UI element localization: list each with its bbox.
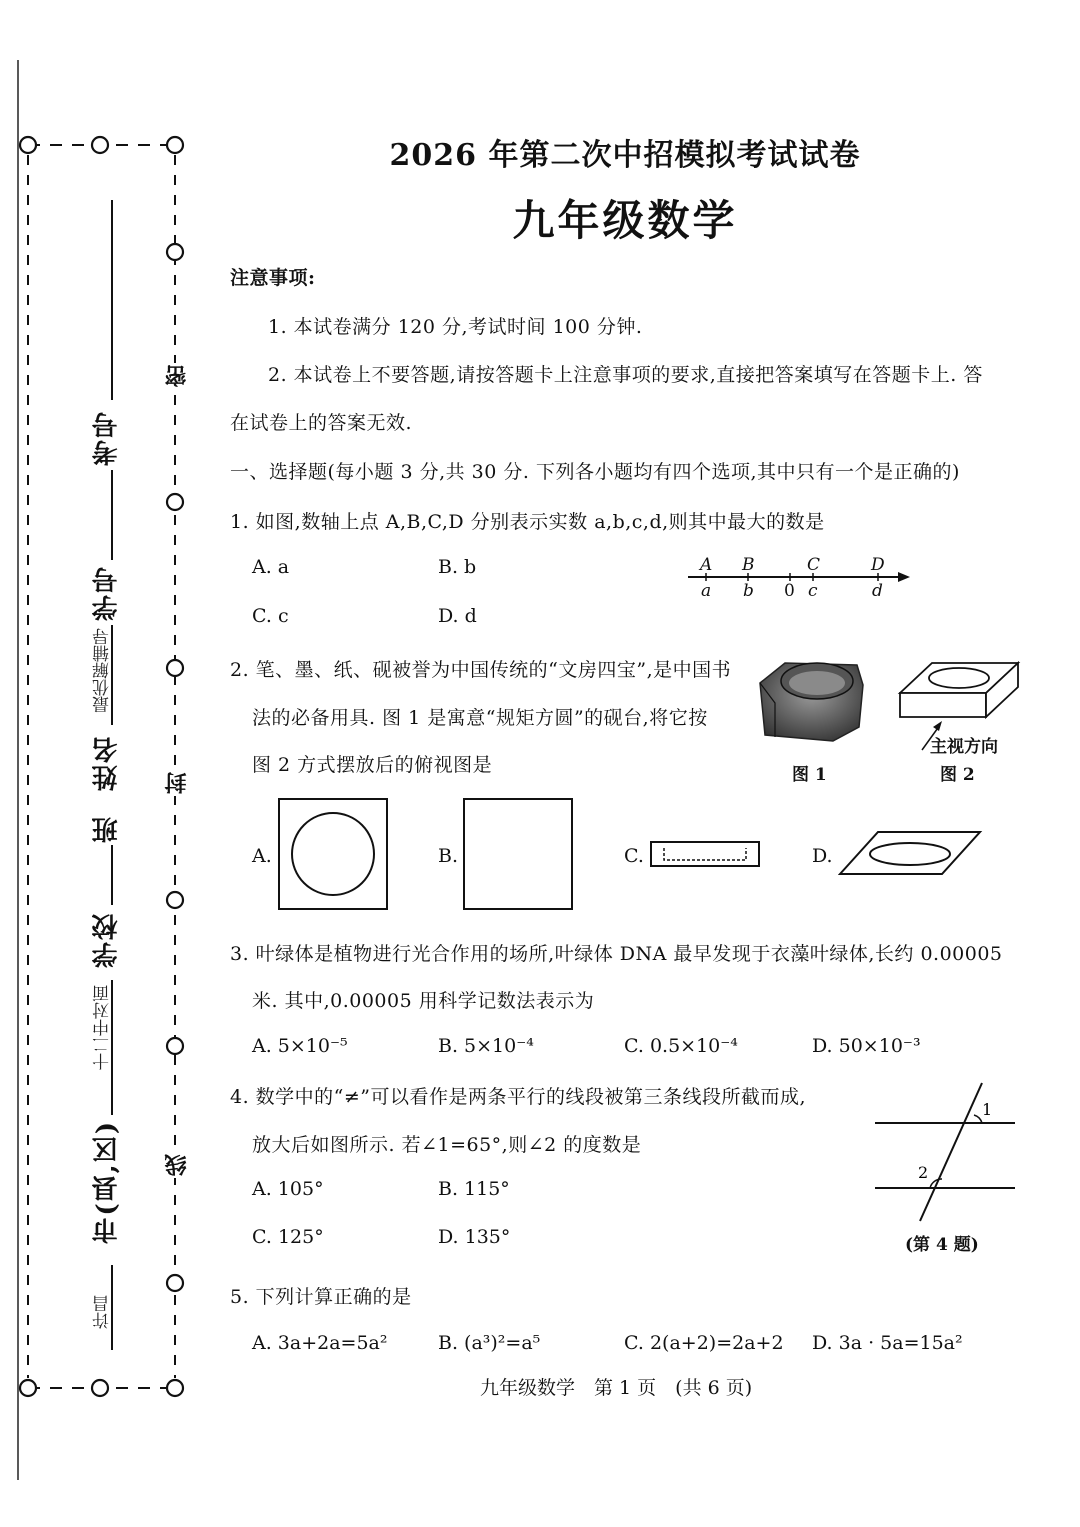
q2-option-b-figure <box>463 798 575 912</box>
q2-stem-1: 2. 笔、墨、纸、砚被誉为中国传统的“文房四宝”,是中国书 <box>230 659 732 681</box>
q2-figure-1-inkstone <box>755 655 870 745</box>
axis-label-zero: 0 <box>784 581 795 600</box>
cut-mark-feng: 封 <box>161 770 192 796</box>
q4-option-d: D. 135° <box>438 1226 511 1248</box>
q3-option-a: A. 5×10⁻⁵ <box>252 1035 348 1057</box>
q5-option-c: C. 2(a+2)=2a+2 <box>624 1332 784 1354</box>
exam-subject: 九年级数学 <box>512 196 738 245</box>
q1-option-a: A. a <box>252 556 290 578</box>
q2-option-b: B. <box>438 845 459 867</box>
q1-option-b: B. b <box>438 556 477 578</box>
axis-label-c: c <box>808 581 818 600</box>
q4-figure-caption: (第 4 题) <box>905 1235 979 1255</box>
q2-figure-1-caption: 图 1 <box>792 765 827 785</box>
handwritten-xuexiao: 十二中对面 <box>93 985 113 1070</box>
q2-figure-2-caption: 图 2 <box>940 765 975 785</box>
q4-angle-label-1: 1 <box>982 1100 993 1119</box>
note-2b: 在试卷上的答案无效. <box>230 412 413 434</box>
q2-direction-label: 主视方向 <box>930 737 998 757</box>
q1-option-d: D. d <box>438 605 477 627</box>
axis-label-C: C <box>807 555 821 575</box>
q5-stem: 5. 下列计算正确的是 <box>230 1286 412 1308</box>
notes-heading: 注意事项: <box>230 267 316 289</box>
axis-label-A: A <box>700 555 713 575</box>
q3-option-b: B. 5×10⁻⁴ <box>438 1035 534 1057</box>
q2-stem-3: 图 2 方式摆放后的俯视图是 <box>252 754 493 776</box>
q2-option-c: C. <box>624 845 644 867</box>
note-2a: 2. 本试卷上不要答题,请按答题卡上注意事项的要求,直接把答案填写在答题卡上. 答 <box>268 364 983 386</box>
field-label-shi: 市(县,区) <box>92 1120 122 1244</box>
q2-option-d-figure <box>838 830 983 876</box>
handwritten-shi: 许昌 <box>93 1295 113 1329</box>
q1-stem: 1. 如图,数轴上点 A,B,C,D 分别表示实数 a,b,c,d,则其中最大的数是 <box>230 511 825 533</box>
q2-option-a-figure <box>278 798 390 912</box>
q2-stem-2: 法的必备用具. 图 1 是寓意“规矩方圆”的砚台,将它按 <box>252 707 708 729</box>
q2-option-c-figure <box>650 840 762 870</box>
q4-option-c: C. 125° <box>252 1226 324 1248</box>
q2-option-a: A. <box>252 845 272 867</box>
field-label-xuehao: 学号 <box>92 565 122 621</box>
q4-option-b: B. 115° <box>438 1178 510 1200</box>
q4-stem-2: 放大后如图所示. 若∠1=65°,则∠2 的度数是 <box>252 1134 642 1156</box>
cut-mark-mi: 密 <box>161 363 192 389</box>
q4-figure-parallel-lines <box>870 1075 1020 1225</box>
cut-mark-xian: 线 <box>161 1152 192 1178</box>
field-label-xingming: 姓名 <box>92 735 122 791</box>
field-label-xuexiao: 学校 <box>92 912 122 968</box>
axis-label-a: a <box>701 581 712 600</box>
q2-option-d: D. <box>812 845 833 867</box>
q4-angle-label-2: 2 <box>918 1163 929 1182</box>
handwritten-xingming: 最优解辅导 <box>93 628 113 713</box>
page-footer: 九年级数学 第 1 页 (共 6 页) <box>480 1377 753 1399</box>
q3-option-d: D. 50×10⁻³ <box>812 1035 921 1057</box>
q4-option-a: A. 105° <box>252 1178 324 1200</box>
axis-label-b: b <box>743 581 754 600</box>
exam-title: 2026 年第二次中招模拟考试试卷 <box>389 138 861 173</box>
axis-label-B: B <box>742 555 755 575</box>
q1-option-c: C. c <box>252 605 289 627</box>
section-1-heading: 一、选择题(每小题 3 分,共 30 分. 下列各小题均有四个选项,其中只有一个是正确的) <box>230 461 960 483</box>
q1-number-line <box>680 550 920 600</box>
q5-option-b: B. (a³)²=a⁵ <box>438 1332 541 1354</box>
q5-option-d: D. 3a · 5a=15a² <box>812 1332 963 1354</box>
axis-label-d: d <box>872 581 883 600</box>
q3-stem-1: 3. 叶绿体是植物进行光合作用的场所,叶绿体 DNA 最早发现于衣藻叶绿体,长约 0.00005 <box>230 943 1003 965</box>
note-1: 1. 本试卷满分 120 分,考试时间 100 分钟. <box>268 316 643 338</box>
q3-option-c: C. 0.5×10⁻⁴ <box>624 1035 738 1057</box>
q3-stem-2: 米. 其中,0.00005 用科学记数法表示为 <box>252 990 595 1012</box>
q5-option-a: A. 3a+2a=5a² <box>252 1332 388 1354</box>
axis-label-D: D <box>871 555 885 575</box>
field-label-ban: 班 <box>92 815 122 843</box>
field-label-kaohao: 考号 <box>92 410 122 466</box>
q4-stem-1: 4. 数学中的“≠”可以看作是两条平行的线段被第三条线段所截而成, <box>230 1086 807 1108</box>
